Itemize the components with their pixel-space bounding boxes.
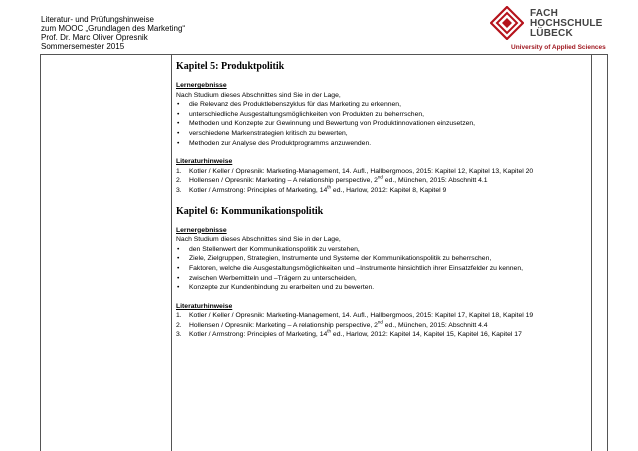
item-number: 2. bbox=[176, 177, 182, 185]
item-number: 3. bbox=[176, 186, 182, 194]
literature-text: Kotler / Keller / Opresnik: Marketing-Management, 14. Aufl., Hallbergmoos, 2015: Kapitel 12, Kapitel 13, Kapitel 20 bbox=[189, 167, 534, 175]
list-item: • zwischen Werbemitteln und –Trägern zu unterscheiden, bbox=[176, 274, 588, 284]
logo-line: HOCHSCHULE bbox=[530, 18, 603, 29]
literature-text: Kotler / Armstrong: Principles of Marketing, 14 bbox=[189, 331, 328, 339]
literature-text: ed., München, 2015: Abschnitt 4.1 bbox=[382, 177, 488, 185]
header-line: Prof. Dr. Marc Oliver Opresnik bbox=[41, 33, 148, 42]
bullet-list bbox=[176, 245, 588, 293]
logo-mark-icon bbox=[490, 6, 524, 40]
header-line: Sommersemester 2015 bbox=[41, 42, 125, 51]
literature-item bbox=[176, 186, 588, 196]
literature-text: ed., Harlow, 2012: Kapitel 14, Kapitel 15, Kapitel 16, Kapitel 17 bbox=[331, 331, 522, 339]
logo-subtitle: University of Applied Sciences bbox=[511, 44, 606, 51]
intro-text: Nach Studium dieses Abschnittes sind Sie in der Lage, bbox=[176, 236, 341, 244]
list-item: • die Relevanz des Produktlebenszyklus für das Marketing zu erkennen, bbox=[176, 100, 588, 110]
chapter-section bbox=[176, 205, 588, 341]
literature-list bbox=[176, 167, 588, 196]
list-item: • Ziele, Zielgruppen, Strategien, Instrumente und Systeme der Kommunikationspolitik zu beherrschen, bbox=[176, 254, 588, 264]
literature-text: ed., München, 2015: Abschnitt 4.4 bbox=[382, 321, 488, 329]
section-heading: Literaturhinweise bbox=[176, 302, 233, 310]
list-item: • Methoden und Konzepte zur Gewinnung und Bewertung von Produktinnovationen einzusetzen, bbox=[176, 119, 588, 129]
header-line: Literatur- und Prüfungshinweise bbox=[41, 15, 154, 24]
document-header bbox=[41, 15, 185, 51]
superscript: th bbox=[327, 184, 332, 190]
list-item: • Methoden zur Analyse des Produktprogramms anzuwenden. bbox=[176, 139, 588, 149]
literature-text: Kotler / Keller / Opresnik: Marketing-Management, 14. Aufl., Hallbergmoos, 2015: Kapitel 17, Kapitel 18, Kapitel 19 bbox=[189, 312, 534, 320]
content-cell bbox=[176, 60, 588, 340]
intro-text: Nach Studium dieses Abschnittes sind Sie in der Lage, bbox=[176, 91, 341, 99]
table-divider bbox=[591, 55, 592, 451]
item-number: 1. bbox=[176, 167, 182, 175]
literature-item bbox=[176, 321, 588, 331]
literature-text: ed., Harlow, 2012: Kapitel 8, Kapitel 9 bbox=[331, 186, 447, 194]
list-item: • Konzepte zur Kundenbindung zu erarbeiten und zu bewerten. bbox=[176, 283, 588, 293]
literature-item bbox=[176, 330, 588, 340]
literature-item bbox=[176, 176, 588, 186]
chapter-title: Kapitel 5: Produktpolitik bbox=[176, 61, 285, 72]
literature-text: Kotler / Armstrong: Principles of Marketing, 14 bbox=[189, 186, 328, 194]
logo-line: FACH bbox=[530, 8, 559, 19]
header-line: zum MOOC „Grundlagen des Marketing“ bbox=[41, 24, 186, 33]
logo-line: LÜBECK bbox=[530, 28, 573, 39]
item-number: 3. bbox=[176, 331, 182, 339]
list-item: • unterschiedliche Ausgestaltungsmöglichkeiten von Produkten zu beherrschen, bbox=[176, 110, 588, 120]
logo-wordmark bbox=[530, 9, 603, 39]
superscript: nd bbox=[377, 175, 383, 181]
item-number: 2. bbox=[176, 321, 182, 329]
superscript: nd bbox=[377, 319, 383, 325]
literature-list bbox=[176, 311, 588, 340]
chapter-section bbox=[176, 60, 588, 196]
section-heading: Lernergebnisse bbox=[176, 226, 227, 234]
item-number: 1. bbox=[176, 312, 182, 320]
fh-luebeck-logo bbox=[490, 6, 610, 58]
section-heading: Literaturhinweise bbox=[176, 158, 233, 166]
superscript: th bbox=[327, 329, 332, 335]
list-item: • den Stellenwert der Kommunikationspolitik zu verstehen, bbox=[176, 245, 588, 255]
table-divider bbox=[171, 55, 172, 451]
section-heading: Lernergebnisse bbox=[176, 82, 227, 89]
literature-text: Hollensen / Opresnik: Marketing – A relationship perspective, 2 bbox=[189, 177, 378, 185]
list-item: • Faktoren, welche die Ausgestaltungsmöglichkeiten und –Instrumente hinsichtlich ihrer Einsatzfelder zu kennen, bbox=[176, 264, 588, 274]
chapter-title: Kapitel 6: Kommunikationspolitik bbox=[176, 205, 324, 217]
literature-text: Hollensen / Opresnik: Marketing – A relationship perspective, 2 bbox=[189, 321, 378, 329]
list-item: • verschiedene Markenstrategien kritisch zu bewerten, bbox=[176, 129, 588, 139]
bullet-list bbox=[176, 100, 588, 148]
